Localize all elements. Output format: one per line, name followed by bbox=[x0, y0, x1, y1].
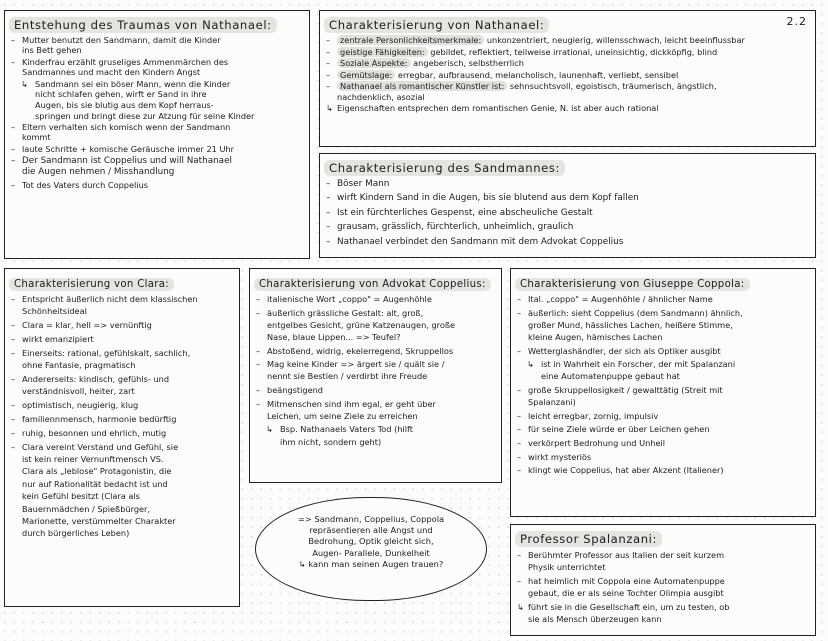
list-item: – Tot des Vaters durch Coppelius bbox=[11, 180, 303, 190]
sandmann-title: Charakterisierung des Sandmannes: bbox=[324, 160, 565, 176]
item-text: sehnsuchtsvoll, egoistisch, träumerisch, ängstlich, nachdenklich, asozial bbox=[337, 81, 717, 102]
item-label: Gemütslage: bbox=[337, 70, 395, 80]
list-item: – leicht erregbar, zornig, impulsiv bbox=[517, 410, 809, 422]
list-item: – Abstoßend, widrig, ekelerregend, Skruppellos bbox=[256, 345, 495, 357]
cloud-line: => Sandmann, Coppelius, Coppola bbox=[297, 514, 445, 524]
page-number: 2.2 bbox=[786, 15, 807, 28]
list-item bbox=[326, 58, 809, 68]
spalanzani-title: Professor Spalanzani: bbox=[515, 531, 662, 547]
coppelius-title: Charakterisierung von Advokat Coppelius: bbox=[254, 278, 491, 291]
list-item: – hat heimlich mit Coppola eine Automatenpuppe gebaut, die er als seine Tochter Olimpia ausgibt bbox=[517, 575, 809, 599]
list-item: ↳ Bsp. Nathanaels Vaters Tod (hilft ihm nicht, sondern geht) bbox=[256, 423, 495, 447]
nathanael-list bbox=[326, 35, 809, 113]
cloud-line: Augen- Parallele, Dunkelheit bbox=[312, 547, 430, 558]
list-item: – Ist ein fürchterliches Gespenst, eine abscheuliche Gestalt bbox=[326, 207, 809, 220]
trauma-title: Entstehung des Traumas von Nathanael: bbox=[9, 17, 277, 33]
summary-cloud bbox=[255, 497, 487, 601]
list-item: – äußerlich: sieht Coppelius (dem Sandmann) ähnlich, großer Mund, hässliches Lachen, heißere Stimme, kleine Augen, hämisches Lachen bbox=[517, 307, 809, 344]
list-item: – verkörpert Bedrohung und Unheil bbox=[517, 437, 809, 449]
trauma-box bbox=[4, 10, 310, 259]
list-item: Augen, bis sie blutig aus dem Kopf herraus- springen und bringt diese zur Atzung für seine Kinder bbox=[35, 100, 255, 121]
clara-title: Charakterisierung von Clara: bbox=[9, 278, 174, 291]
list-item: – Der Sandmann ist Coppelius und will Nathanael die Augen nehmen / Misshandlung bbox=[11, 156, 303, 179]
list-item: – Mutter benutzt den Sandmann, damit die Kinder ins Bett gehen bbox=[11, 35, 303, 55]
coppola-title: Charakterisierung von Giuseppe Coppola: bbox=[515, 278, 750, 291]
list-item: – Böser Mann bbox=[326, 178, 809, 191]
item-text: unkonzentriert, neugierig, willensschwach, leicht beeinflussbar bbox=[484, 35, 745, 45]
list-item: – Nathanael verbindet den Sandmann mit dem Advokat Coppelius bbox=[326, 236, 809, 249]
coppelius-list bbox=[256, 293, 495, 448]
coppola-list bbox=[517, 293, 809, 476]
list-item: – Entspricht äußerlich nicht dem klassischen Schönheitsideal bbox=[11, 293, 233, 318]
list-item: – ruhig, besonnen und ehrlich, mutig bbox=[11, 427, 233, 439]
sandmann-box bbox=[319, 153, 816, 258]
item-text: gebildet, reflektiert, teilweise irrational, uneinsichtig, dickköpfig, blind bbox=[427, 46, 718, 57]
item-label: Nathanael als romantischer Künstler ist: bbox=[337, 81, 507, 91]
cloud-line: ↳ kann man seinen Augen trauen? bbox=[298, 558, 444, 569]
list-item: – Berühmter Professor aus Italien der seit kurzem Physik unterrichtet bbox=[517, 549, 809, 573]
item-text: angeberisch, selbstherrlich bbox=[410, 58, 524, 69]
list-item bbox=[326, 70, 809, 80]
sandmann-list bbox=[326, 178, 809, 249]
item-label: Soziale Aspekte: bbox=[337, 58, 411, 68]
list-item: – große Skruppellosigkeit / gewalttätig (Streit mit Spalanzani) bbox=[517, 384, 809, 408]
list-item bbox=[326, 81, 809, 101]
list-item bbox=[326, 35, 809, 45]
list-item: ↳ ist in Wahrheit ein Forscher, der mit Spalanzani eine Automatenpuppe gebaut hat bbox=[517, 358, 809, 382]
spalanzani-box bbox=[510, 524, 816, 636]
nathanael-title: Charakterisierung von Nathanael: bbox=[324, 17, 549, 33]
list-item: – optimistisch, neugierig, klug bbox=[11, 399, 233, 411]
list-item: – Kinderfrau erzählt gruseliges Ammenmärchen des Sandmannes und macht den Kindern Angst bbox=[11, 57, 303, 77]
list-item: – klingt wie Coppelius, hat aber Akzent (Italiener) bbox=[517, 464, 809, 476]
item-label: geistige Fähigkeiten: bbox=[337, 47, 428, 57]
list-item: ↳ Sandmann sei ein böser Mann, wenn die Kinder nicht schlafen gehen, wirft er Sand in ihre bbox=[11, 79, 303, 99]
item-text: erregbar, aufbrausend, melancholisch, launenhaft, verliebt, sensibel bbox=[395, 69, 679, 80]
list-item: – für seine Ziele würde er über Leichen gehen bbox=[517, 423, 809, 435]
list-item: – Clara = klar, hell => vernünftig bbox=[11, 319, 233, 331]
list-item: – Clara vereint Verstand und Gefühl, sie ist kein reiner Vernunftmensch VS. Clara als „leblose" Protagonistin, die nur auf Rationalität bedacht ist und kein Gefühl besitzt (Clara als Bauernmädchen / Spießbürger, Marionette, verstümmelter Charakter durch bürgerliches Leben) bbox=[11, 441, 233, 540]
list-item: – Wetterglashändler, der sich als Optiker ausgibt bbox=[517, 345, 809, 357]
list-item: – Mitmenschen sind ihm egal, er geht über Leichen, um seine Ziele zu erreichen bbox=[256, 398, 495, 422]
list-item: ↳ führt sie in die Gesellschaft ein, um zu testen, ob sie als Mensch überzeugen kann bbox=[517, 601, 809, 625]
list-item: – äußerlich grässliche Gestalt: alt, groß, entgelbes Gesicht, grüne Katzenaugen, große Nase, blaue Lippen... => Teufel? bbox=[256, 307, 495, 344]
list-item: ↳ Eigenschaften entsprechen dem romantischen Genie, N. ist aber auch rational bbox=[326, 103, 809, 113]
list-item: – beängstigend bbox=[256, 384, 495, 396]
coppelius-box bbox=[249, 268, 502, 483]
list-item bbox=[326, 47, 809, 57]
list-item: – Andererseits: kindisch, gefühls- und verständnisvoll, heiter, zart bbox=[11, 373, 233, 398]
clara-box bbox=[4, 268, 240, 607]
spalanzani-list bbox=[517, 549, 809, 625]
clara-list bbox=[11, 293, 233, 540]
list-item: – Ital. „coppo" = Augenhöhle / ähnlicher Name bbox=[517, 293, 809, 305]
list-item: – grausam, grässlich, fürchterlich, unheimlich, graulich bbox=[326, 221, 809, 234]
item-label: zentrale Personlichkeitsmerkmale: bbox=[337, 35, 484, 45]
list-item: – wirkt emanzipiert bbox=[11, 333, 233, 345]
nathanael-box bbox=[319, 10, 816, 147]
list-item: – familiennmensch, harmonie bedürftig bbox=[11, 413, 233, 425]
coppola-box bbox=[510, 268, 816, 517]
list-item: – Mag keine Kinder => ärgert sie / quält sie / nennt sie Bestien / verdirbt ihre Freude bbox=[256, 358, 495, 382]
list-item: – Eltern verhalten sich komisch wenn der Sandmann kommt bbox=[11, 122, 303, 142]
list-item: – italienische Wort „coppo" = Augenhöhle bbox=[256, 293, 495, 305]
list-item: – laute Schritte + komische Geräusche immer 21 Uhr bbox=[11, 144, 303, 154]
cloud-line: repräsentieren alle Angst und bbox=[309, 525, 433, 536]
list-item: – Einerseits: rational, gefühlskalt, sachlich, ohne Fantasie, pragmatisch bbox=[11, 347, 233, 372]
list-item: – wirft Kindern Sand in die Augen, bis sie blutend aus dem Kopf fallen bbox=[326, 192, 809, 205]
list-item: – wirkt mysteriös bbox=[517, 451, 809, 463]
cloud-line: Bedrohung, Optik gleicht sich, bbox=[308, 536, 434, 547]
trauma-list bbox=[11, 35, 303, 190]
